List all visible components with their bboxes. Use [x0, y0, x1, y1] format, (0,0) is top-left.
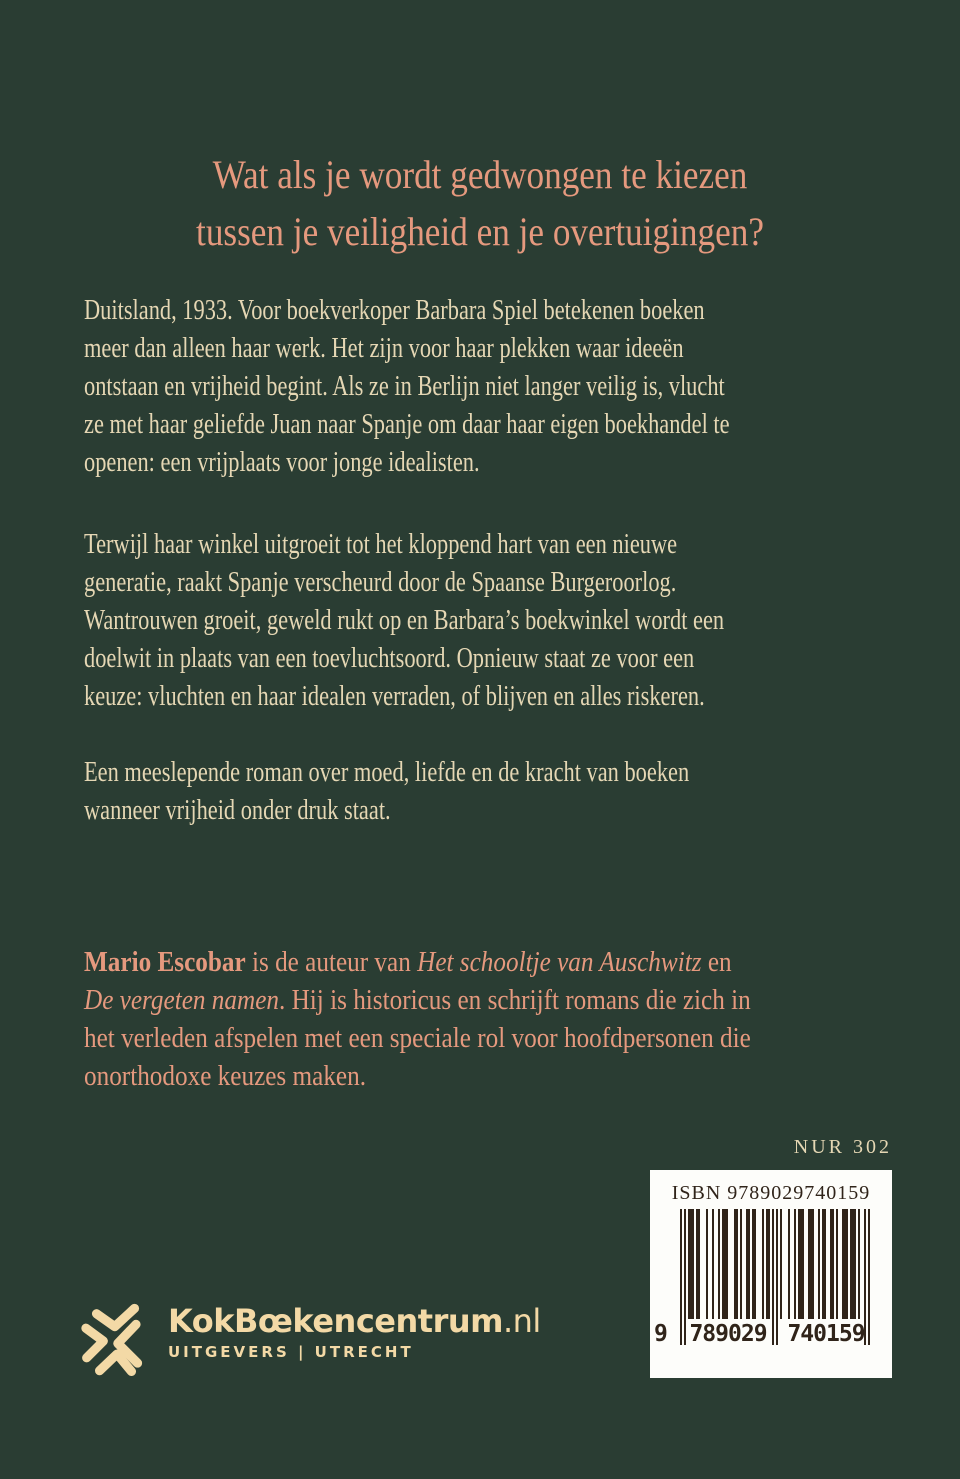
- book-title: Het schooltje van Auschwitz: [417, 947, 702, 978]
- barcode-block: [650, 1170, 892, 1378]
- text-line: generatie, raakt Spanje verscheurd door de Spaanse Burgeroorlog.: [84, 567, 677, 598]
- bio-text: . Hij is historicus en schrijft romans die zich in: [278, 985, 751, 1016]
- publisher-name: KokBœkencentrum: [168, 1302, 503, 1340]
- bio-line: [84, 944, 840, 982]
- text-line: keuze: vluchten en haar idealen verraden, of blijven en alles riskeren.: [84, 681, 705, 712]
- nur-code: NUR 302: [793, 1136, 892, 1158]
- text-line: wanneer vrijheid onder druk staat.: [84, 795, 391, 826]
- author-name: Mario Escobar: [84, 947, 246, 978]
- text-line: ontstaan en vrijheid begint. Als ze in Berlijn niet langer veilig is, vlucht: [84, 371, 725, 402]
- text-line: doelwit in plaats van een toevluchtsoord. Opnieuw staat ze voor een: [84, 643, 695, 674]
- bio-line: [84, 1020, 840, 1058]
- headline-line: Wat als je wordt gedwongen te kiezen: [212, 152, 748, 197]
- barcode-row: [650, 1209, 892, 1359]
- headline-line: tussen je veiligheid en je overtuigingen?: [196, 209, 764, 254]
- author-bio: [84, 944, 924, 1096]
- text-line: Wantrouwen groeit, geweld rukt op en Barbara’s boekwinkel wordt een: [84, 605, 725, 636]
- publisher-wordmark: [168, 1304, 541, 1338]
- barcode-digit-group-2: 740159: [787, 1321, 865, 1347]
- text-line: openen: een vrijplaats voor jonge idealisten.: [84, 447, 480, 478]
- publisher-logo-icon: [76, 1292, 152, 1378]
- publisher-logo: [76, 1292, 541, 1378]
- publisher-domain-suffix: .nl: [502, 1302, 541, 1340]
- text-line: Terwijl haar winkel uitgroeit tot het kloppend hart van een nieuwe: [84, 529, 678, 560]
- book-title: De vergeten namen: [84, 985, 279, 1016]
- synopsis-paragraph-3: [84, 754, 904, 830]
- isbn-label: ISBN 9789029740159: [671, 1182, 871, 1204]
- synopsis-paragraph-2: [84, 526, 904, 716]
- bio-text: onorthodoxe keuzes maken.: [84, 1061, 367, 1092]
- bio-line: [84, 982, 840, 1020]
- barcode-digit-group-1: 789029: [689, 1321, 767, 1347]
- text-line: ze met haar geliefde Juan naar Spanje om daar haar eigen boekhandel te: [84, 409, 730, 440]
- bio-text: en: [701, 947, 732, 978]
- text-line: Duitsland, 1933. Voor boekverkoper Barbara Spiel betekenen boeken: [84, 295, 705, 326]
- bio-text: is de auteur van: [245, 947, 418, 978]
- headline: [0, 146, 960, 260]
- barcode-digit-lead: 9: [654, 1321, 668, 1347]
- publisher-tagline: UITGEVERS | UTRECHT: [168, 1343, 414, 1361]
- publisher-logo-text: [168, 1292, 541, 1361]
- text-line: meer dan alleen haar werk. Het zijn voor haar plekken waar ideeën: [84, 333, 684, 364]
- text-line: Een meeslepende roman over moed, liefde en de kracht van boeken: [84, 757, 690, 788]
- bio-text: het verleden afspelen met een speciale rol voor hoofdpersonen die: [84, 1023, 751, 1054]
- bio-line: [84, 1058, 840, 1096]
- synopsis-paragraph-1: [84, 292, 904, 482]
